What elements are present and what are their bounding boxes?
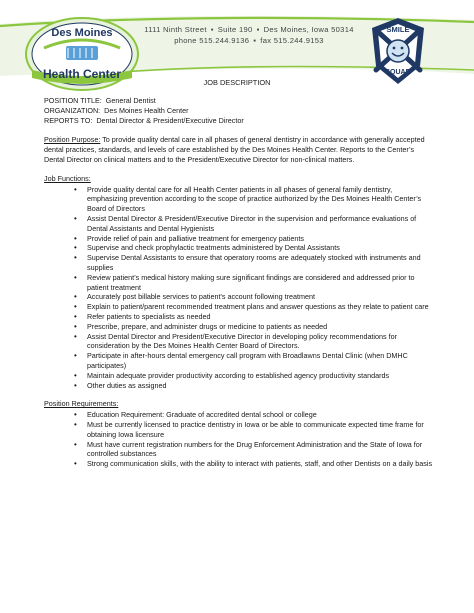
reports-to-value: Dental Director & President/Executive Director: [96, 115, 244, 125]
position-title-line: [44, 96, 434, 106]
list-item: • Supervise and check prophylactic treatments administered by Dental Assistants: [87, 243, 434, 253]
list-item: • Prescribe, prepare, and administer drugs or medicine to patients as needed: [87, 322, 434, 332]
list-item: • Accurately post billable services to patient’s account following treatment: [87, 292, 434, 302]
job-functions-list: [44, 185, 434, 391]
list-item: • Must be currently licensed to practice dentistry in Iowa or be able to communicate expected time frame for obtaining Iowa licensure: [87, 420, 434, 440]
address-block: [134, 24, 364, 46]
list-item: • Maintain adequate provider productivity according to established agency productivity standards: [87, 371, 434, 381]
position-meta: [44, 96, 434, 125]
list-item: • Assist Dental Director & President/Executive Director in the supervision and performance evaluations of Dental Assistants and Dental Hygienists: [87, 214, 434, 234]
logo-right-bottom-text: SQUAD: [385, 69, 411, 76]
document-title: JOB DESCRIPTION: [203, 78, 271, 87]
list-item: • Explain to patient/parent recommended treatment plans and answer questions as they relate to patient care: [87, 302, 434, 312]
separator-square-icon: ▪: [210, 25, 214, 34]
list-item: • Other duties as assigned: [87, 381, 434, 391]
document-body: [44, 96, 434, 469]
position-purpose: [44, 135, 434, 164]
position-title-value: General Dentist: [105, 96, 156, 105]
logo-right-top-text: SMILE: [386, 25, 410, 34]
logo-left-top-text: Des Moines: [51, 27, 113, 39]
requirements-list: [44, 410, 434, 469]
list-item: • Education Requirement: Graduate of accredited dental school or college: [87, 410, 434, 420]
separator-square-icon: ▪: [256, 25, 260, 34]
separator-square-icon: ▪: [253, 36, 257, 45]
reports-to-label: REPORTS TO:: [44, 115, 93, 125]
list-item: • Review patient’s medical history making sure significant findings are considered and addressed prior to patient treatment: [87, 273, 434, 293]
organization-label: ORGANIZATION:: [44, 105, 101, 115]
list-item: • Participate in after-hours dental emergency call program with Broadlawns Dental Clinic (when DMHC participates): [87, 351, 434, 371]
list-item: • Strong communication skills, with the ability to interact with patients, staff, and other Dentists on a daily basis: [87, 459, 434, 469]
job-functions-heading: Job Functions:: [44, 173, 91, 183]
requirements-heading: Position Requirements:: [44, 399, 119, 409]
organization-line: [44, 106, 434, 116]
list-item: • Supervise Dental Assistants to ensure that operatory rooms are adequately stocked with instruments and supplies: [87, 253, 434, 273]
purpose-text: To provide quality dental care in all phases of general dentistry in accordance with generally accepted dental practices, standards, and levels of care established by the Des Moines Health Center. Reports to the Center’s Dental Director on clinical matters and to the President/Executive Director for non-clinical matters.: [44, 135, 425, 164]
address-line-2: phone 515.244.9136 ▪ fax 515.244.9153: [174, 36, 324, 45]
list-item: • Provide quality dental care for all Health Center patients in all phases of general family dentistry, emphasizing prevention according to the scope of practice authorized by the Des Moines Health Center’s Board of Directors: [87, 185, 434, 214]
list-item: • Refer patients to specialists as needed: [87, 312, 434, 322]
logo-left-bottom-text: Health Center: [42, 67, 122, 81]
purpose-label: Position Purpose:: [44, 135, 101, 145]
list-item: • Provide relief of pain and palliative treatment for emergency patients: [87, 234, 434, 244]
position-title-label: POSITION TITLE:: [44, 96, 102, 105]
list-item: • Must have current registration numbers for the Drug Enforcement Administration and the State of Iowa for controlled substances: [87, 440, 434, 460]
smile-squad-logo: [368, 16, 428, 86]
list-item: • Assist Dental Director and President/Executive Director in developing policy recommendations for consideration by the Des Moines Health Center Board of Directors.: [87, 332, 434, 352]
address-line-1: 1111 Ninth Street ▪ Suite 190 ▪ Des Moines, Iowa 50314: [144, 25, 354, 34]
organization-value: Des Moines Health Center: [104, 105, 189, 115]
reports-to-line: [44, 116, 434, 126]
